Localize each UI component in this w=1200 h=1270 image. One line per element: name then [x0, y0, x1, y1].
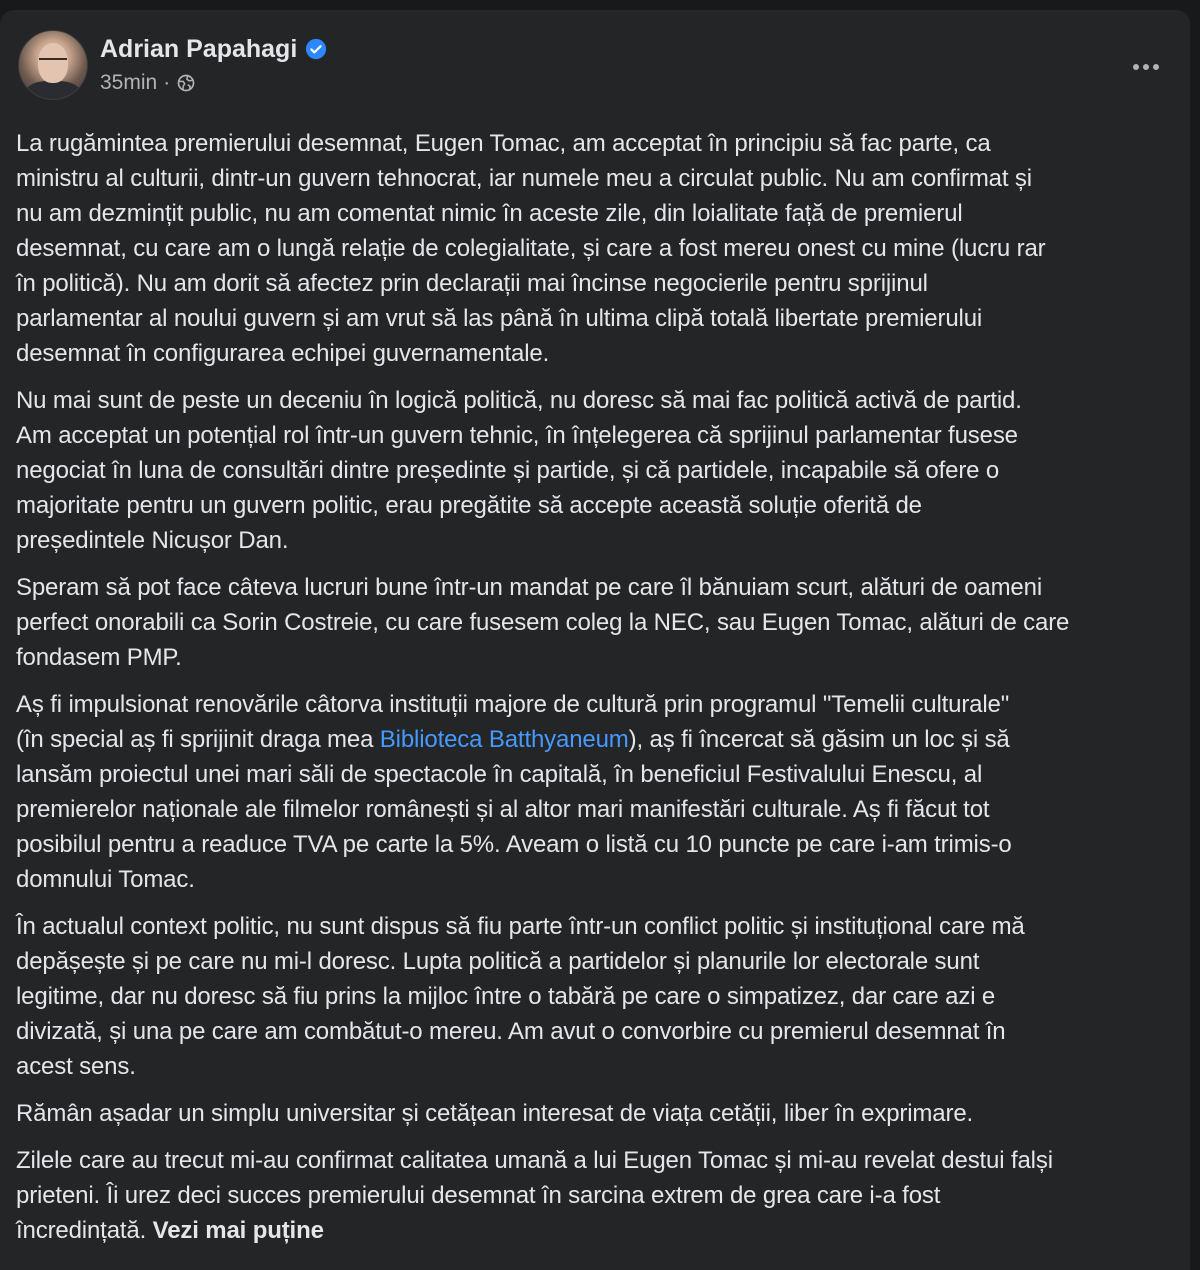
post-header	[18, 30, 1168, 102]
paragraph-7-text: Zilele care au trecut mi-au confirmat calitatea umană a lui Eugen Tomac și mi-au revelat destui falși prieteni. Îi urez deci succes premierului desemnat în sarcina extrem de grea care i-a fost încredințată.	[16, 1147, 1053, 1244]
post-paragraph-7	[16, 1143, 1176, 1248]
post-timestamp[interactable]: 35min	[100, 71, 158, 94]
post-meta	[100, 70, 196, 96]
post-paragraph-3: Speram să pot face câteva lucruri bune într-un mandat pe care îl bănuiam scurt, alături de oameni perfect onorabili ca Sorin Costreie, cu care fusesem coleg la NEC, sau Eugen Tomac, alături de care fondasem PMP.	[16, 574, 1070, 671]
post-body	[16, 126, 1176, 1260]
author-row	[100, 34, 327, 64]
see-less-button[interactable]: Vezi mai puține	[152, 1217, 324, 1244]
biblioteca-batthyaneum-link[interactable]: Biblioteca Batthyaneum	[379, 726, 629, 753]
author-name[interactable]: Adrian Papahagi	[100, 35, 298, 63]
paragraph-4-text-start: Aș fi impulsionat renovările câtorva instituții majore de cultură prin programul "Temelii culturale" (în special aș fi sprijinit draga mea	[16, 691, 1010, 753]
verified-badge-icon	[305, 38, 327, 60]
more-options-icon	[1133, 64, 1139, 70]
author-avatar[interactable]	[18, 30, 88, 100]
post-paragraph-2: Nu mai sunt de peste un deceniu în logică politică, nu doresc să mai fac politică activă de partid. Am acceptat un potențial rol într-un guvern tehnic, în înțelegerea că sprijinul parlamentar fusese negociat în luna de consultări dintre președinte și partide, și că partidele, incapabile să ofere o majoritate pentru un guvern politic, erau pregătite să accepte această soluție oferită de președintele Nicușor Dan.	[16, 387, 1022, 554]
meta-separator: ·	[163, 71, 171, 94]
more-options-icon	[1143, 64, 1149, 70]
post-paragraph-4	[16, 687, 1176, 897]
more-options-icon	[1153, 64, 1159, 70]
more-options-button[interactable]	[1124, 52, 1168, 82]
post-paragraph-6: Rămân așadar un simplu universitar și cetățean interesat de viața cetății, liber în exprimare.	[16, 1100, 974, 1127]
globe-icon	[176, 73, 196, 93]
post-paragraph-5: În actualul context politic, nu sunt dispus să fiu parte într-un conflict politic și instituțional care mă depășește și pe care nu mi-l doresc. Lupta politică a partidelor și planurile lor electorale sunt legitime, dar nu doresc să fiu prins la mijloc între o tabără pe care o simpatizez, dar care azi e divizată, și una pe care am combătut-o mereu. Am avut o convorbire cu premierul desemnat în acest sens.	[16, 913, 1025, 1080]
post-paragraph-1: La rugămintea premierului desemnat, Eugen Tomac, am acceptat în principiu să fac parte, ca ministru al culturii, dintr-un guvern tehnocrat, iar numele meu a circulat public. Nu am confirmat și nu am dezmințit public, nu am comentat nimic în aceste zile, din loialitate față de premierul desemnat, cu care am o lungă relație de colegialitate, și care a fost mereu onest cu mine (lucru rar în politică). Nu am dorit să afectez prin declarații mai încinse negocierile pentru sprijinul parlamentar al noului guvern și am vrut să las până în ultima clipă totală libertate premierului desemnat în configurarea echipei guvernamentale.	[16, 130, 1046, 367]
avatar-shirt	[25, 81, 81, 100]
avatar-glasses	[39, 58, 67, 66]
post-card	[0, 10, 1190, 1270]
paragraph-4-text-end: ), aș fi încercat să găsim un loc și să lansăm proiectul unei mari săli de spectacole în capitală, în beneficiul Festivalului Enescu, al premierelor naționale ale filmelor românești și al altor mari manifestări culturale. Aș fi făcut tot posibilul pentru a readuce TVA pe carte la 5%. Aveam o listă cu 10 puncte pe care i-am trimis-o domnului Tomac.	[16, 726, 1012, 893]
